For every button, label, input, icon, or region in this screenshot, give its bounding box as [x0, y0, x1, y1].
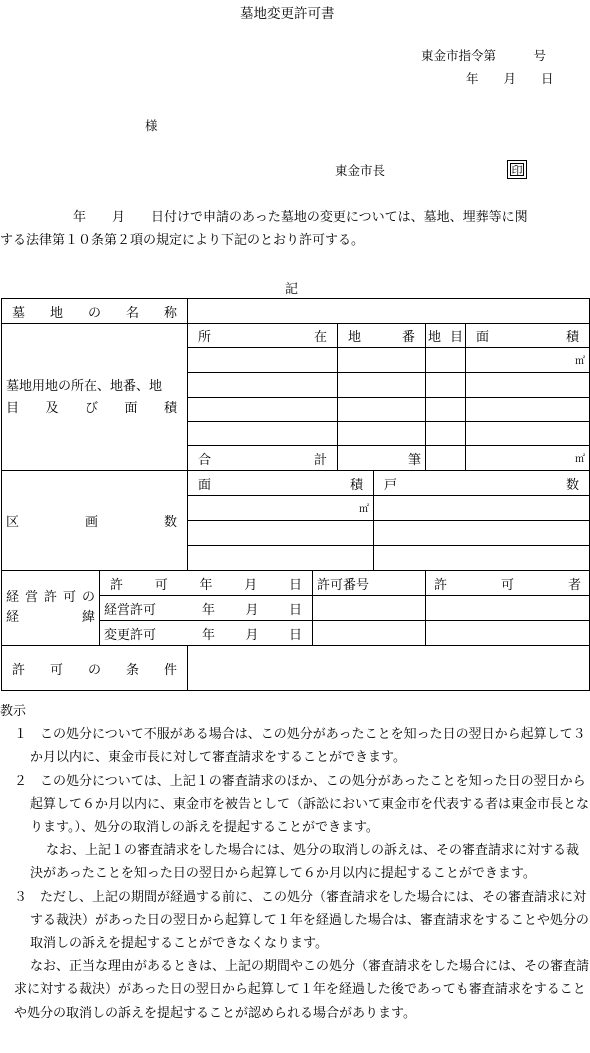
land-row-2-lot [338, 373, 426, 398]
land-row-3-location [188, 398, 338, 422]
land-row-3-category [426, 398, 466, 422]
details-table [1, 298, 590, 691]
body-paragraph [0, 206, 590, 252]
notice-item-2-paragraph: なお、上記１の審査請求をした場合には、処分の取消しの訴えは、その審査請求に対する裁決があったことを知った日の翌日から起算して６か月以内に提起することができます。 [30, 843, 580, 882]
land-row-1-lot [338, 348, 426, 373]
land-total-area: ㎡ [466, 446, 590, 471]
col-land-category: 地 目 [426, 324, 466, 348]
section-row-2-area [188, 521, 374, 546]
col-lot-number: 地 番 [338, 324, 426, 348]
issue-date: 年 月 日 [466, 71, 554, 86]
land-row-1-area: ㎡ [466, 348, 590, 373]
land-row-2-category [426, 373, 466, 398]
col-permittee: 許 可 者 [426, 571, 590, 596]
land-row-4-area [466, 422, 590, 446]
section-row-3-units [374, 546, 590, 571]
change-permittee [426, 621, 590, 646]
land-total-lots: 筆 [338, 446, 426, 471]
body-line-2: する法律第１０条第２項の規定により下記のとおり許可する。 [0, 233, 365, 248]
notice-item-2: ２ この処分については、上記１の審査請求のほか、この処分があったことを知った日の翌日から起算して６か月以内に、東金市を被告として（訴訟において東金市を代表する者は東金市長となります。）、処分の取消しの訴えを提起することができます。 [14, 773, 590, 836]
notice-item-1: １ この処分について不服がある場合は、この処分があったことを知った日の翌日から起算して３か月以内に、東金市長に対して審査請求をすることができます。 [14, 727, 586, 766]
section-row-1-area: ㎡ [188, 496, 374, 521]
col-land-area: 面 積 [466, 324, 590, 348]
notice-section [0, 700, 590, 1025]
body-line-1: 年 月 日付けで申請のあった墓地の変更については、墓地、埋葬等に関 [73, 210, 528, 225]
land-row-4-lot [338, 422, 426, 446]
col-section-area: 面 積 [188, 471, 374, 496]
seal-stamp: 印 [507, 160, 527, 179]
history-label: 経 営 許 可 の 経 緯 [2, 571, 100, 646]
col-permit-number: 許可番号 [313, 571, 426, 596]
land-total-label: 合 計 [188, 446, 338, 471]
col-location: 所 在 [188, 324, 338, 348]
col-section-units: 戸 数 [374, 471, 590, 496]
row-operation-permit: 経営許可 年 月 日 [100, 596, 313, 621]
col-permit-date: 許 可 年 月 日 [100, 571, 313, 596]
land-row-2-area [466, 373, 590, 398]
conditions-value [188, 646, 590, 691]
section-row-2-units [374, 521, 590, 546]
land-row-1-location [188, 348, 338, 373]
conditions-label: 許 可 の 条 件 [2, 646, 188, 691]
row-change-permit: 変更許可 年 月 日 [100, 621, 313, 646]
section-label: 区 画 数 [2, 471, 188, 571]
land-row-2-location [188, 373, 338, 398]
notice-heading: 教示 [0, 704, 27, 719]
cemetery-name-label: 墓 地 の 名 称 [2, 299, 188, 324]
section-row-1-units [374, 496, 590, 521]
issuer-name: 東金市長 [335, 163, 386, 178]
order-number: 東金市指令第 号 [421, 48, 547, 63]
operation-permit-number [313, 596, 426, 621]
document-title: 墓地変更許可書 [240, 6, 335, 22]
land-row-1-category [426, 348, 466, 373]
addressee-suffix: 様 [145, 118, 158, 133]
land-row-4-category [426, 422, 466, 446]
notice-item-3: ３ ただし、上記の期間が経過する前に、この処分（審査請求をした場合には、その審査請求に対する裁決）があった日の翌日から起算して１年を経過した場合は、審査請求をすることや処分の取消しの訴えを提起することができなくなります。 [14, 889, 589, 952]
ki-heading: 記 [285, 282, 299, 297]
change-permit-number [313, 621, 426, 646]
operation-permittee [426, 596, 590, 621]
cemetery-name-value [188, 299, 590, 324]
land-row-3-area [466, 398, 590, 422]
land-total-category [426, 446, 466, 471]
land-row-4-location [188, 422, 338, 446]
section-row-3-area [188, 546, 374, 571]
land-label: 墓地用地の所在、地番、地 目 及 び 面 積 [2, 324, 188, 471]
land-row-3-lot [338, 398, 426, 422]
notice-item-3-paragraph: なお、正当な理由があるときは、上記の期間やこの処分（審査請求をした場合には、その審査請求に対する裁決）があった日の翌日から起算して１年を経過した後であっても審査請求をすることや処分の取消しの訴えを提起することが認められる場合があります。 [14, 959, 590, 1021]
